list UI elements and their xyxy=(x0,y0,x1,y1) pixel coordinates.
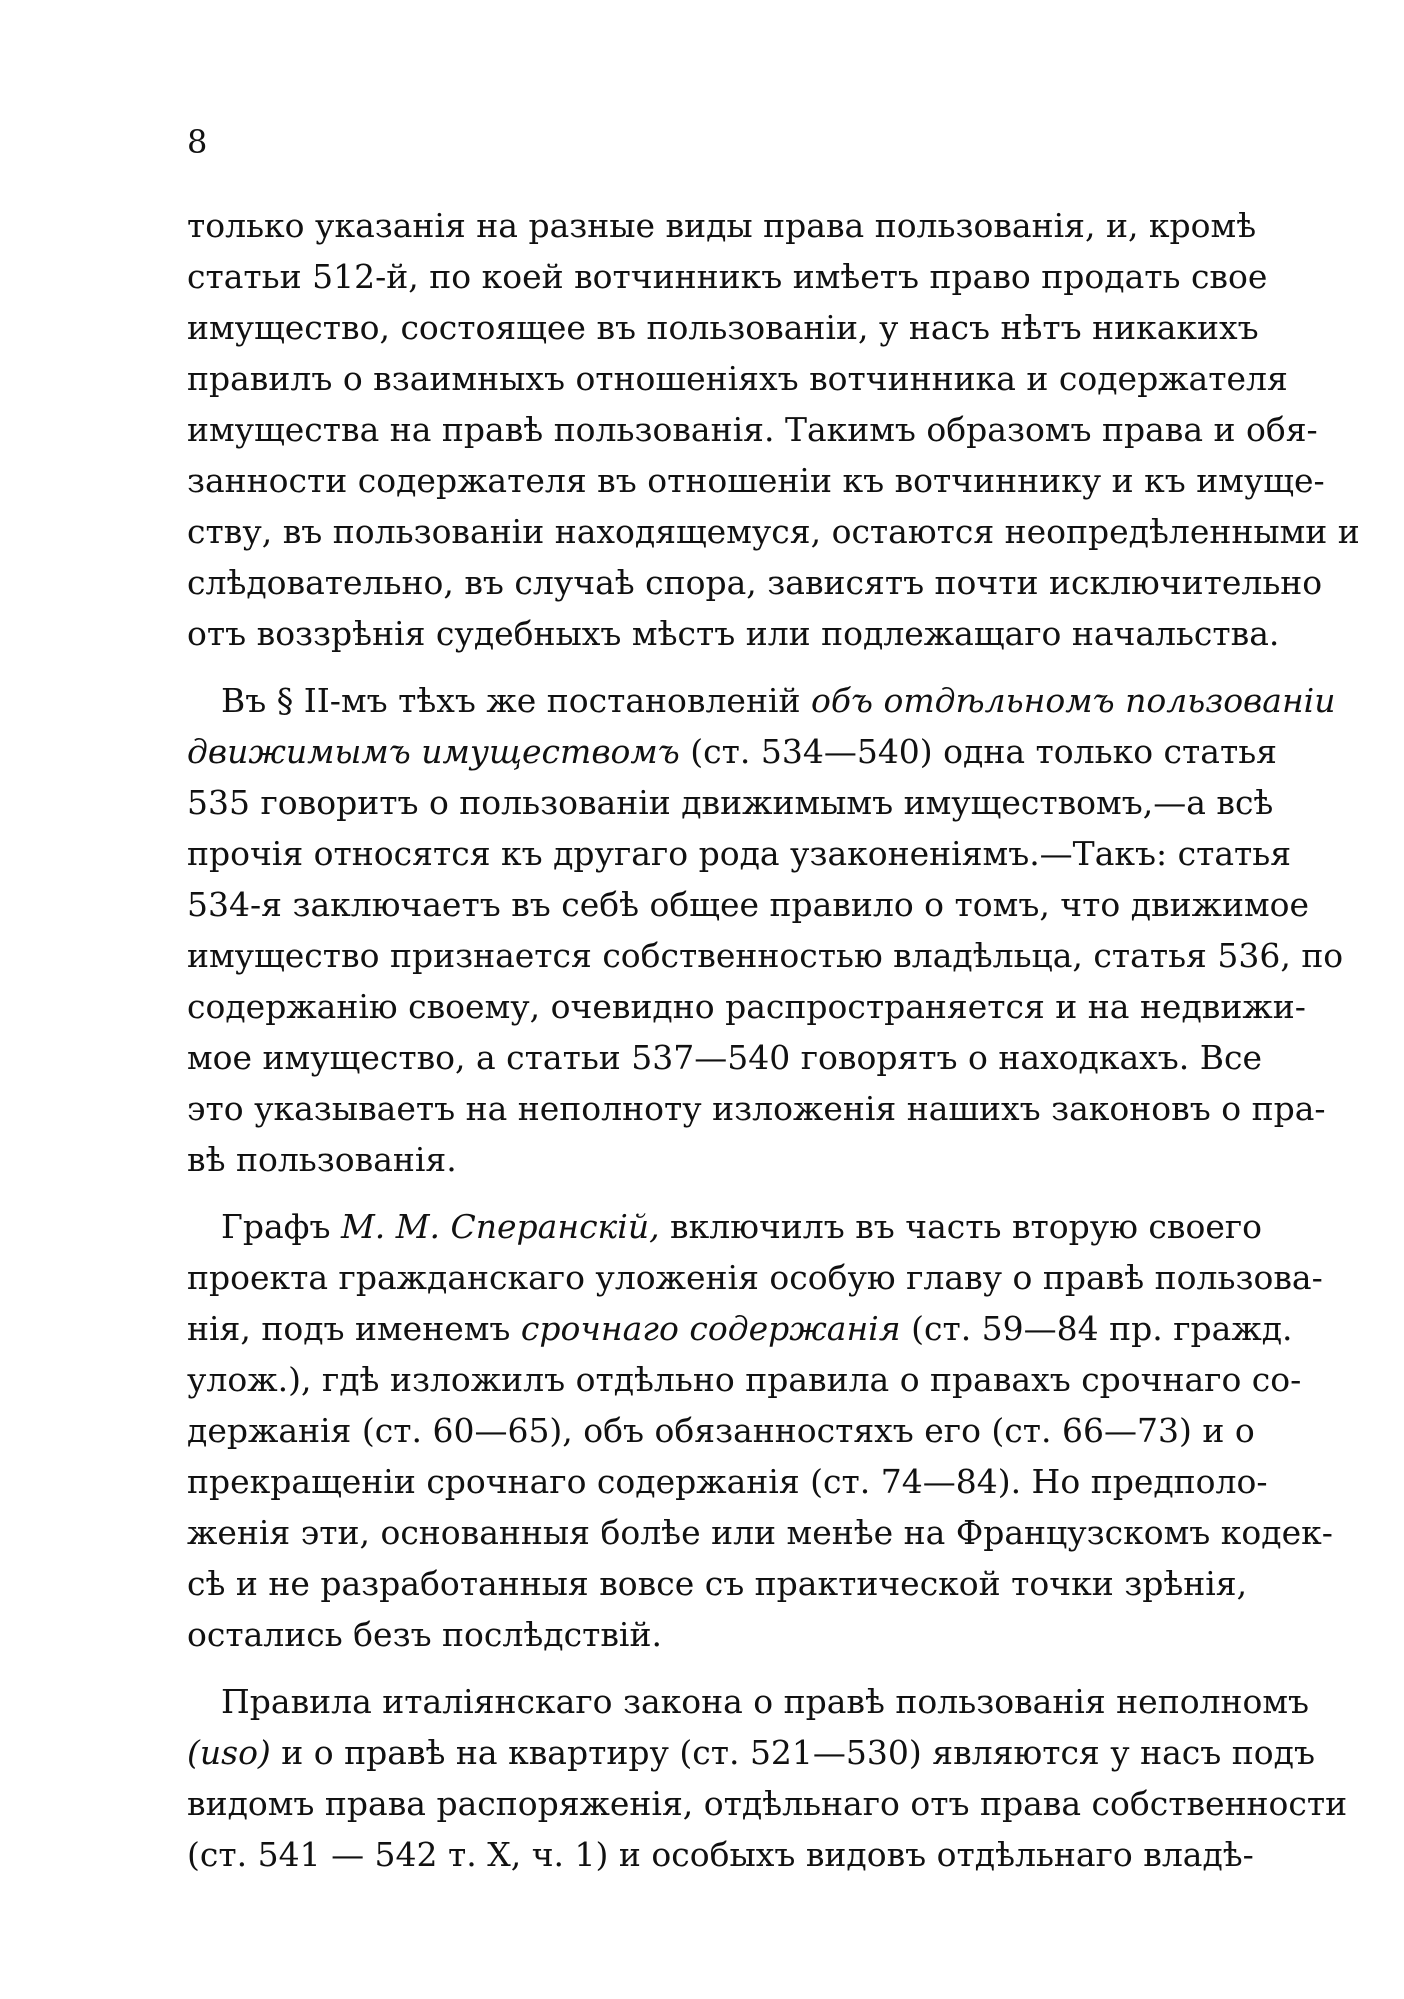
text-line: отъ воззрѣнія судебныхъ мѣстъ или подлежащаго начальства. xyxy=(187,614,1280,653)
text-line: занности содержателя въ отношеніи къ вотчиннику и къ имуще- xyxy=(187,461,1325,500)
text-line: ству, въ пользованіи находящемуся, остаются неопредѣленными и xyxy=(187,512,1360,551)
text-line: имущества на правѣ пользованія. Такимъ образомъ права и обя- xyxy=(187,410,1318,449)
text-line: улож.), гдѣ изложилъ отдѣльно правила о правахъ срочнаго со- xyxy=(187,1360,1302,1399)
text-line: женія эти, основанныя болѣе или менѣе на Французскомъ кодек- xyxy=(187,1513,1333,1552)
text-line: имущество, состоящее въ пользованіи, у насъ нѣтъ никакихъ xyxy=(187,308,1259,347)
italic-name: М. М. Сперанскій, xyxy=(340,1207,660,1246)
text-line: статьи 512-й, по коей вотчинникъ имѣетъ право продать свое xyxy=(187,257,1268,296)
text-line: слѣдовательно, въ случаѣ спора, зависятъ почти исключительно xyxy=(187,563,1323,602)
text-segment: (ст. 59—84 пр. гражд. xyxy=(900,1309,1293,1348)
italic-title: движимымъ имуществомъ xyxy=(187,732,680,771)
text-line: держанія (ст. 60—65), объ обязанностяхъ его (ст. 66—73) и о xyxy=(187,1411,1255,1450)
italic-term: (uso) xyxy=(187,1733,271,1772)
text-segment: Въ § II-мъ тѣхъ же постановленій xyxy=(221,681,811,720)
paragraph-1 xyxy=(187,200,1360,659)
text-line: содержанію своему, очевидно распространяется и на недвижи- xyxy=(187,987,1306,1026)
text-segment: включилъ въ часть вторую своего xyxy=(659,1207,1263,1246)
text-line: проекта гражданскаго уложенія особую главу о правѣ пользова- xyxy=(187,1258,1323,1297)
text-line: имущество признается собственностью владѣльца, статья 536, по xyxy=(187,936,1344,975)
text-segment: (ст. 534—540) одна только статья xyxy=(679,732,1278,771)
paragraph-2 xyxy=(187,675,1344,1185)
text-line xyxy=(187,1727,1315,1778)
text-line: мое имущество, а статьи 537—540 говорятъ о находкахъ. Все xyxy=(187,1038,1263,1077)
text-segment: нія, подъ именемъ xyxy=(187,1309,521,1348)
text-line: сѣ и не разработанныя вовсе съ практической точки зрѣнія, xyxy=(187,1564,1248,1603)
text-segment: и о правѣ на квартиру (ст. 521—530) являются у насъ подъ xyxy=(270,1733,1315,1772)
text-line: (ст. 541 — 542 т. X, ч. 1) и особыхъ видовъ отдѣльнаго владѣ- xyxy=(187,1835,1254,1874)
text-segment: Графъ xyxy=(221,1207,341,1246)
text-line xyxy=(187,675,1336,726)
italic-title: объ отдѣльномъ пользованіи xyxy=(810,681,1336,720)
text-line: вѣ пользованія. xyxy=(187,1140,457,1179)
text-line: прекращеніи срочнаго содержанія (ст. 74—84). Но предполо- xyxy=(187,1462,1268,1501)
text-line: 535 говоритъ о пользованіи движимымъ имуществомъ,—а всѣ xyxy=(187,783,1274,822)
text-line: это указываетъ на неполноту изложенія нашихъ законовъ о пра- xyxy=(187,1089,1326,1128)
text-line: 534-я заключаетъ въ себѣ общее правило о томъ, что движимое xyxy=(187,885,1310,924)
text-line: только указанія на разные виды права пользованія, и, кромѣ xyxy=(187,206,1257,245)
paragraph-3 xyxy=(187,1201,1333,1660)
text-line: Правила италіянскаго закона о правѣ пользованія неполномъ xyxy=(221,1682,1310,1721)
body-text xyxy=(187,200,1360,1880)
paragraph-4 xyxy=(187,1676,1348,1880)
text-line: прочія относятся къ другаго рода узаконеніямъ.—Такъ: статья xyxy=(187,834,1292,873)
text-line: правилъ о взаимныхъ отношеніяхъ вотчинника и содержателя xyxy=(187,359,1288,398)
text-line xyxy=(187,726,1278,777)
page-number: 8 xyxy=(187,123,208,161)
text-line: остались безъ послѣдствій. xyxy=(187,1615,662,1654)
text-line: видомъ права распоряженія, отдѣльнаго отъ права собственности xyxy=(187,1784,1348,1823)
text-line xyxy=(187,1303,1293,1354)
italic-term: срочнаго содержанія xyxy=(520,1309,901,1348)
text-line xyxy=(187,1201,1263,1252)
